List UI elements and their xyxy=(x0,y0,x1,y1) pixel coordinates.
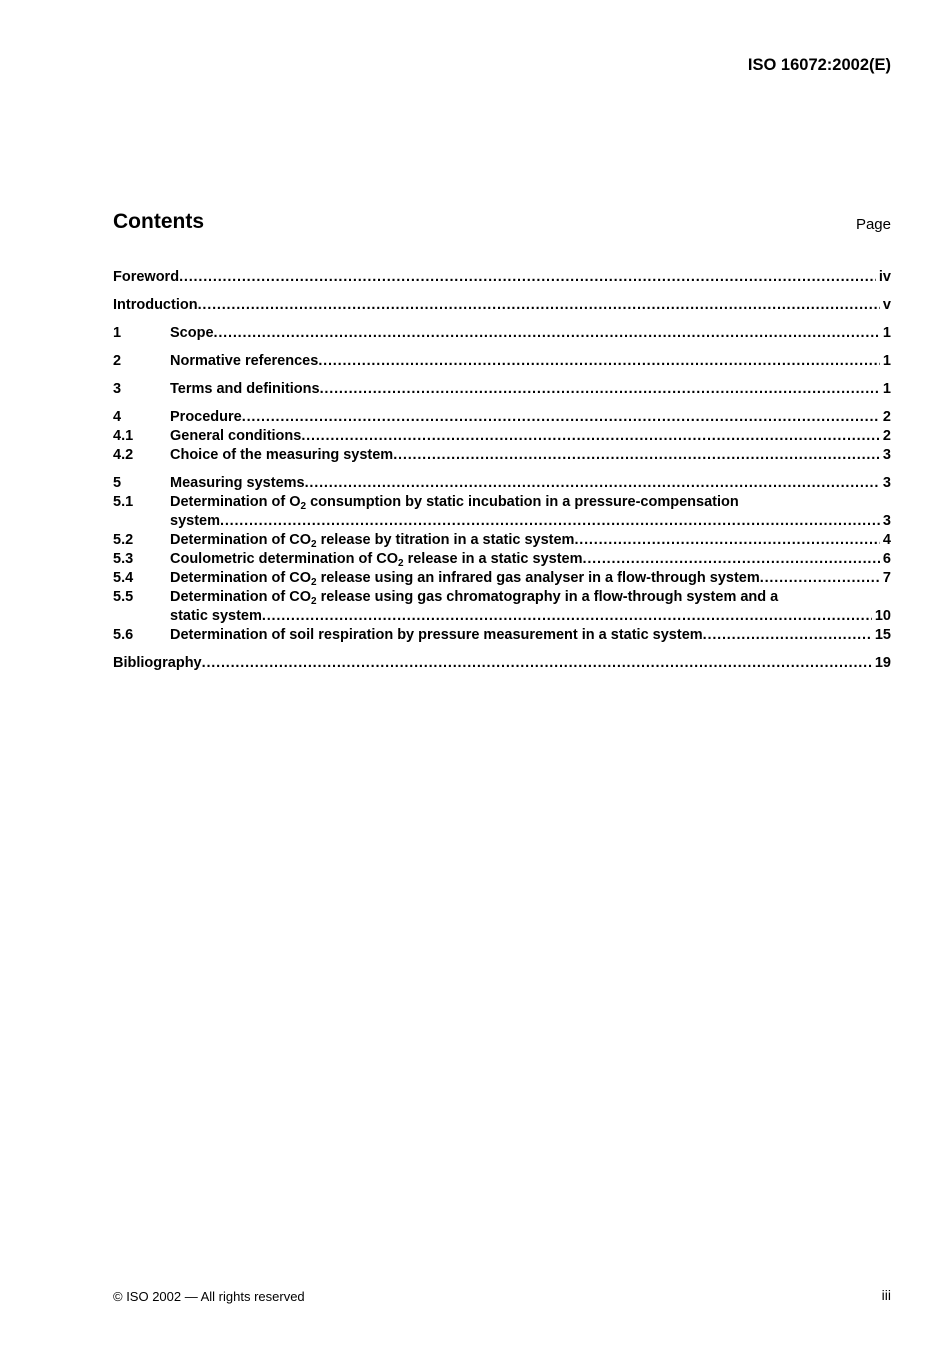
leader-dots xyxy=(179,268,876,287)
toc-entry-page: 1 xyxy=(882,353,891,369)
toc-entry-number: 1 xyxy=(113,325,122,341)
toc-entry-page: 6 xyxy=(882,551,891,567)
leader-dots xyxy=(703,626,872,645)
document-id: ISO 16072:2002(E) xyxy=(747,56,891,74)
toc-entry-title: Measuring systems xyxy=(170,475,305,491)
toc-entry-number: 5.3 xyxy=(113,551,134,567)
toc-entry-page: 3 xyxy=(882,447,891,463)
leader-dots xyxy=(198,296,880,315)
toc-entry-title-continued: static system xyxy=(170,608,262,624)
toc-entry-number: 5.4 xyxy=(113,570,134,586)
leader-dots xyxy=(262,607,872,626)
toc-entry-5-2[interactable] xyxy=(113,531,891,550)
toc-entry-3[interactable] xyxy=(113,380,891,399)
toc-entry-page: 3 xyxy=(882,475,891,491)
toc-entry-page: 1 xyxy=(882,381,891,397)
toc-entry-title: General conditions xyxy=(170,428,302,444)
toc-entry-number: 5.5 xyxy=(113,589,134,605)
leader-dots xyxy=(318,352,880,371)
toc-entry-title: Bibliography xyxy=(113,655,202,671)
toc-entry-page: 1 xyxy=(882,325,891,341)
leader-dots xyxy=(220,512,880,531)
toc-entry-title: Normative references xyxy=(170,353,319,369)
toc-entry-number: 5.2 xyxy=(113,532,134,548)
toc-entry-5-3[interactable] xyxy=(113,550,891,569)
toc-entry-title: Determination of soil respiration by pressure measurement in a static system xyxy=(170,627,703,643)
contents-heading-row xyxy=(113,210,891,240)
toc-entry-5[interactable] xyxy=(113,474,891,493)
toc-entry-title: Coulometric determination of $CO_2$ release in a static system xyxy=(170,551,583,569)
toc-entry-title: Introduction xyxy=(113,297,198,313)
leader-dots xyxy=(393,446,880,465)
toc-entry-title: Determination of $O_2$ consumption by static incubation in a pressure-compensation xyxy=(170,494,739,512)
toc-entry-5-5[interactable] xyxy=(113,588,891,626)
toc-entry-number: 5.1 xyxy=(113,494,134,510)
leader-dots xyxy=(305,474,880,493)
toc-entry-4-2[interactable] xyxy=(113,446,891,465)
footer-copyright: © ISO 2002 — All rights reserved xyxy=(113,1289,305,1304)
toc-entry-page: 10 xyxy=(874,608,891,624)
toc-entry-title: Determination of $CO_2$ release using an infrared gas analyser in a flow-through system xyxy=(170,570,760,588)
toc-entry-page: v xyxy=(882,297,891,313)
leader-dots xyxy=(320,380,880,399)
leader-dots xyxy=(242,408,880,427)
toc-entry-title: Choice of the measuring system xyxy=(170,447,394,463)
toc-entry-introduction[interactable] xyxy=(113,296,891,315)
page-title: Contents xyxy=(113,210,204,233)
toc-entry-page: 4 xyxy=(882,532,891,548)
toc-entry-title: Procedure xyxy=(170,409,242,425)
leader-dots xyxy=(760,569,880,588)
toc-entry-number: 4.2 xyxy=(113,447,134,463)
leader-dots xyxy=(574,531,879,550)
toc-entry-5-6[interactable] xyxy=(113,626,891,645)
toc-entry-page: 7 xyxy=(882,570,891,586)
leader-dots xyxy=(214,324,880,343)
toc-entry-5-4[interactable] xyxy=(113,569,891,588)
page-column-label: Page xyxy=(855,216,891,233)
toc-entry-bibliography[interactable] xyxy=(113,654,891,673)
toc-entry-number: 4.1 xyxy=(113,428,134,444)
toc-entry-number: 2 xyxy=(113,353,122,369)
toc-entry-page: 15 xyxy=(874,627,891,643)
toc-entry-4-1[interactable] xyxy=(113,427,891,446)
toc-entry-5-1[interactable] xyxy=(113,493,891,531)
footer-page-number: iii xyxy=(881,1287,891,1303)
toc-entry-page: 3 xyxy=(882,513,891,529)
toc-entry-foreword[interactable] xyxy=(113,268,891,287)
toc-entry-4[interactable] xyxy=(113,408,891,427)
toc-entry-title: Terms and definitions xyxy=(170,381,320,397)
toc-entry-number: 5 xyxy=(113,475,122,491)
leader-dots xyxy=(301,427,880,446)
toc-entry-title: Determination of $CO_2$ release by titration in a static system xyxy=(170,532,575,550)
toc-entry-number: 3 xyxy=(113,381,122,397)
toc-entry-2[interactable] xyxy=(113,352,891,371)
toc-entry-1[interactable] xyxy=(113,324,891,343)
toc-entry-page: 2 xyxy=(882,428,891,444)
table-of-contents xyxy=(113,268,891,673)
toc-entry-title: Foreword xyxy=(113,269,180,285)
toc-entry-title: Determination of $CO_2$ release using gas chromatography in a flow-through system and a xyxy=(170,589,779,607)
toc-entry-number: 4 xyxy=(113,409,122,425)
leader-dots xyxy=(202,654,872,673)
toc-entry-page: 19 xyxy=(874,655,891,671)
toc-entry-title: Scope xyxy=(170,325,214,341)
toc-entry-page: 2 xyxy=(882,409,891,425)
toc-entry-number: 5.6 xyxy=(113,627,134,643)
toc-entry-page: iv xyxy=(878,269,891,285)
toc-entry-title-continued: system xyxy=(170,513,220,529)
leader-dots xyxy=(583,550,880,569)
